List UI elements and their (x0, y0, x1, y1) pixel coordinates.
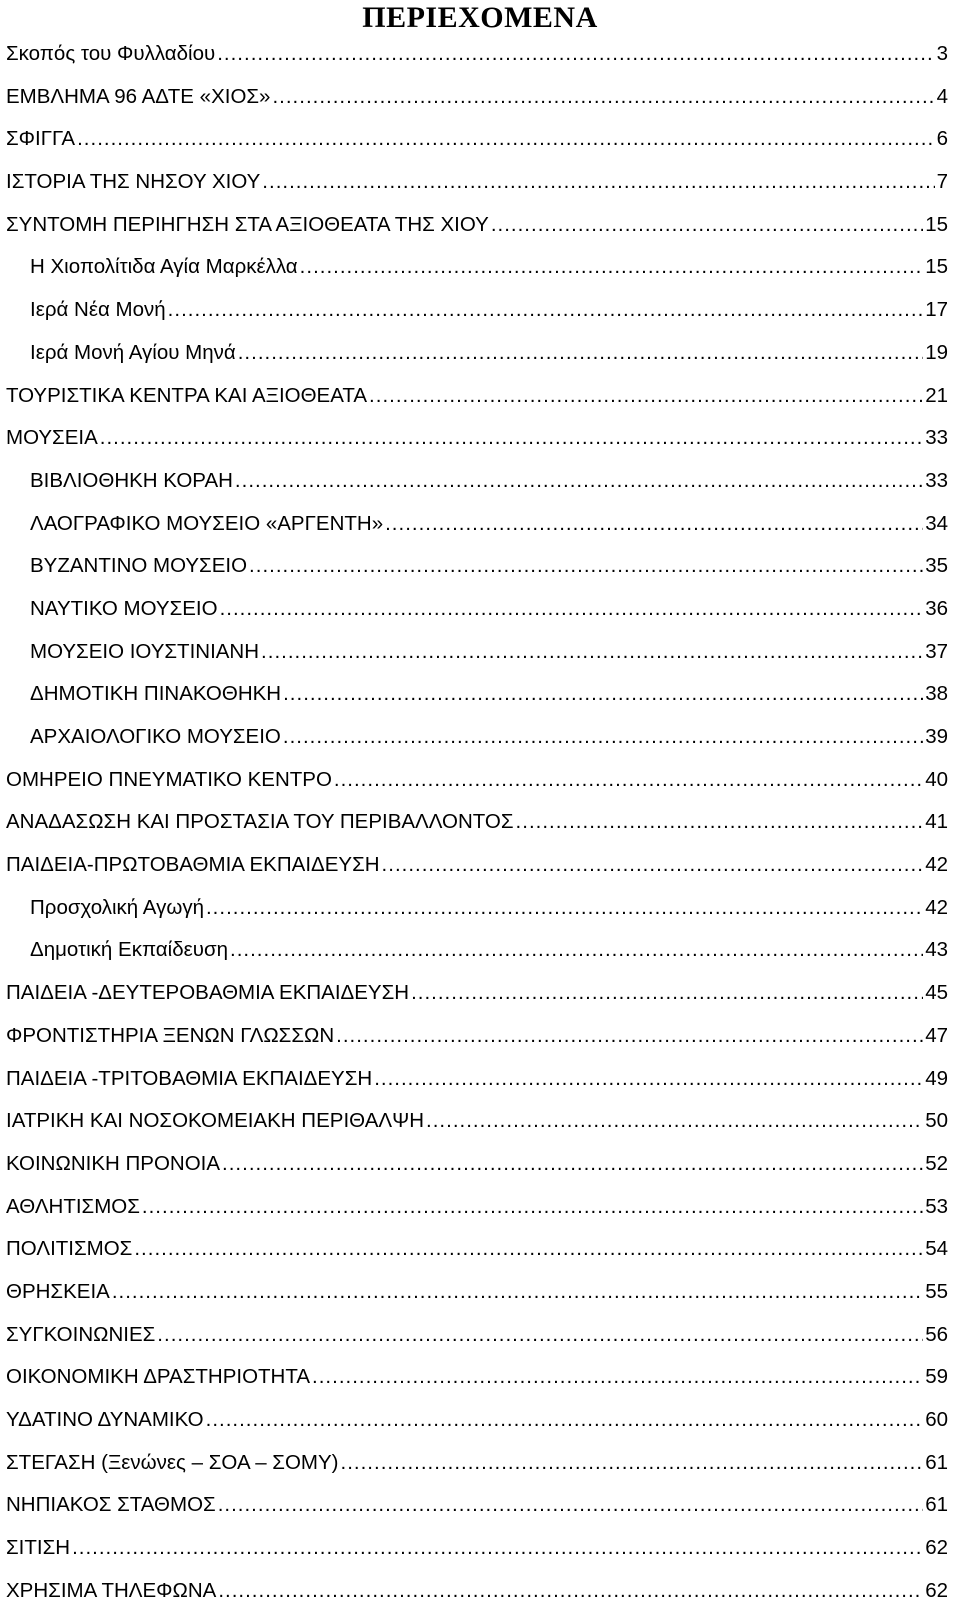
toc-entry-page-number: 41 (925, 810, 948, 834)
toc-entry-page-number: 53 (925, 1194, 948, 1218)
toc-dot-leader (261, 631, 923, 674)
toc-entry[interactable] (0, 1314, 948, 1357)
toc-dot-leader (206, 887, 923, 930)
toc-entry-page-number: 52 (925, 1151, 948, 1175)
toc-dot-leader (206, 1399, 924, 1442)
toc-entry-page-number: 47 (925, 1023, 948, 1047)
toc-dot-leader (411, 972, 923, 1015)
toc-entry-label: ΣΥΓΚΟΙΝΩΝΙΕΣ (6, 1322, 156, 1346)
toc-entry[interactable] (0, 76, 948, 119)
toc-entry[interactable] (0, 161, 948, 204)
toc-dot-leader (157, 1314, 923, 1357)
toc-entry[interactable] (0, 545, 948, 588)
toc-entry[interactable] (0, 631, 948, 674)
toc-dot-leader (72, 1527, 923, 1570)
toc-dot-leader (336, 1015, 923, 1058)
toc-dot-leader (142, 1186, 923, 1229)
toc-entry[interactable] (0, 759, 948, 802)
toc-entry-page-number: 38 (925, 682, 948, 706)
toc-entry-page-number: 56 (925, 1322, 948, 1346)
toc-dot-leader (283, 716, 923, 759)
page-title: ΠΕΡΙΕΧΟΜΕΝΑ (362, 1, 598, 34)
toc-entry-page-number: 37 (925, 639, 948, 663)
toc-entry[interactable] (0, 417, 948, 460)
toc-dot-leader (230, 929, 923, 972)
toc-entry-page-number: 35 (925, 554, 948, 578)
toc-dot-leader (134, 1228, 923, 1271)
toc-entry-label: ΔΗΜΟΤΙΚΗ ΠΙΝΑΚΟΘΗΚΗ (30, 682, 282, 706)
toc-entry-label: ΑΡΧΑΙΟΛΟΓΙΚΟ ΜΟΥΣΕΙΟ (30, 725, 281, 748)
toc-entry-label: ΣΤΕΓΑΣΗ (Ξενώνες – ΣΟΑ – ΣΟΜΥ) (6, 1450, 339, 1474)
toc-entry[interactable] (0, 460, 948, 503)
toc-entry[interactable] (0, 1143, 948, 1186)
toc-dot-leader (300, 246, 924, 289)
toc-dot-leader (217, 33, 934, 76)
toc-entry-page-number: 4 (936, 84, 948, 108)
toc-entry-page-number: 59 (925, 1365, 948, 1389)
toc-dot-leader (100, 417, 923, 460)
toc-entry-page-number: 54 (925, 1237, 948, 1261)
toc-entry-page-number: 39 (925, 725, 948, 748)
toc-entry-label: Ιερά Νέα Μονή (30, 298, 166, 322)
toc-entry-page-number: 62 (925, 1536, 948, 1560)
toc-entry-page-number: 3 (936, 42, 948, 65)
toc-entry-page-number: 45 (925, 981, 948, 1005)
toc-entry-page-number: 55 (925, 1279, 948, 1303)
toc-dot-leader (374, 1058, 923, 1101)
toc-entry-label: ΙΣΤΟΡΙΑ ΤΗΣ ΝΗΣΟΥ ΧΙΟΥ (6, 170, 261, 194)
toc-entry-label: ΥΔΑΤΙΝΟ ΔΥΝΑΜΙΚΟ (6, 1408, 204, 1431)
toc-entry-label: Προσχολική Αγωγή (30, 895, 204, 919)
toc-dot-leader (369, 375, 923, 418)
toc-entry[interactable] (0, 289, 948, 332)
toc-entry[interactable] (0, 1399, 948, 1442)
toc-dot-leader (249, 545, 923, 588)
toc-entry-label: Η Χιοπολίτιδα Αγία Μαρκέλλα (30, 255, 298, 279)
toc-entry-label: Δημοτική Εκπαίδευση (30, 938, 229, 962)
toc-entry-label: ΙΑΤΡΙΚΗ ΚΑΙ ΝΟΣΟΚΟΜΕΙΑΚΗ ΠΕΡΙΘΑΛΨΗ (6, 1109, 425, 1133)
toc-entry-label: ΧΡΗΣΙΜΑ ΤΗΛΕΦΩΝΑ (6, 1578, 217, 1602)
toc-entry-label: ΜΟΥΣΕΙΟ ΙΟΥΣΤΙΝΙΑΝΗ (30, 639, 260, 663)
toc-dot-leader (218, 1570, 923, 1612)
toc-entry[interactable] (0, 33, 948, 76)
toc-entry[interactable] (0, 375, 948, 418)
toc-entry[interactable] (0, 1570, 948, 1612)
toc-entry-page-number: 17 (925, 298, 948, 322)
toc-entry-label: ΠΟΛΙΤΙΣΜΟΣ (6, 1237, 133, 1261)
toc-entry[interactable] (0, 716, 948, 759)
toc-entry-page-number: 15 (925, 212, 948, 236)
toc-entry-label: ΕΜΒΛΗΜΑ 96 ΑΔΤΕ «ΧΙΟΣ» (6, 84, 271, 108)
toc-entry-label: Ιερά Μονή Αγίου Μηνά (30, 340, 236, 364)
toc-entry-label: ΟΙΚΟΝΟΜΙΚΗ ΔΡΑΣΤΗΡΙΟΤΗΤΑ (6, 1365, 311, 1389)
toc-dot-leader (341, 1442, 924, 1485)
toc-dot-leader (235, 460, 923, 503)
toc-entry-label: ΠΑΙΔΕΙΑ -ΔΕΥΤΕΡΟΒΑΘΜΙΑ ΕΚΠΑΙΔΕΥΣΗ (6, 981, 410, 1005)
toc-entry[interactable] (0, 204, 948, 247)
toc-entry[interactable] (0, 1186, 948, 1229)
toc-entry[interactable] (0, 1228, 948, 1271)
toc-entry-page-number: 42 (925, 895, 948, 919)
toc-entry-page-number: 61 (925, 1493, 948, 1517)
toc-entry[interactable] (0, 1442, 948, 1485)
toc-dot-leader (262, 161, 934, 204)
toc-entry-page-number: 40 (925, 767, 948, 791)
toc-entry-label: ΒΥΖΑΝΤΙΝΟ ΜΟΥΣΕΙΟ (30, 554, 248, 578)
toc-entry-page-number: 33 (925, 468, 948, 492)
toc-entry-label: ΠΑΙΔΕΙΑ-ΠΡΩΤΟΒΑΘΜΙΑ ΕΚΠΑΙΔΕΥΣΗ (6, 853, 380, 877)
toc-dot-leader (426, 1100, 923, 1143)
toc-dot-leader (272, 76, 934, 119)
toc-entry[interactable] (0, 887, 948, 930)
toc-entry-label: ΑΘΛΗΤΙΣΜΟΣ (6, 1194, 140, 1218)
toc-entry[interactable] (0, 332, 948, 375)
toc-entry-label: Σκοπός του Φυλλαδίου (6, 42, 216, 65)
toc-dot-leader (385, 503, 923, 546)
toc-entry[interactable] (0, 246, 948, 289)
toc-dot-leader (312, 1356, 923, 1399)
toc-dot-leader (112, 1271, 923, 1314)
toc-entry[interactable] (0, 1015, 948, 1058)
toc-entry-label: ΚΟΙΝΩΝΙΚΗ ΠΡΟΝΟΙΑ (6, 1151, 221, 1175)
toc-entry[interactable] (0, 972, 948, 1015)
toc-entry[interactable] (0, 118, 948, 161)
toc-dot-leader (334, 759, 923, 802)
toc-entry-page-number: 43 (925, 938, 948, 962)
toc-entry-label: ΜΟΥΣΕΙΑ (6, 426, 98, 450)
toc-entry[interactable] (0, 844, 948, 887)
toc-entry-page-number: 49 (925, 1066, 948, 1090)
toc-entry-label: ΠΑΙΔΕΙΑ -ΤΡΙΤΟΒΑΘΜΙΑ ΕΚΠΑΙΔΕΥΣΗ (6, 1066, 373, 1090)
toc-entry-label: ΝΗΠΙΑΚΟΣ ΣΤΑΘΜΟΣ (6, 1493, 216, 1517)
toc-entry-page-number: 62 (925, 1578, 948, 1602)
toc-entry-label: ΝΑΥΤΙΚΟ ΜΟΥΣΕΙΟ (30, 596, 218, 620)
table-of-contents (0, 33, 948, 1612)
toc-entry[interactable] (0, 1527, 948, 1570)
toc-dot-leader (77, 118, 934, 161)
toc-entry-page-number: 7 (936, 170, 948, 194)
toc-dot-leader (238, 332, 923, 375)
toc-entry-label: ΑΝΑΔΑΣΩΣΗ ΚΑΙ ΠΡΟΣΤΑΣΙΑ ΤΟΥ ΠΕΡΙΒΑΛΛΟΝΤΟΣ (6, 810, 514, 834)
toc-entry[interactable] (0, 503, 948, 546)
toc-entry[interactable] (0, 1271, 948, 1314)
toc-entry-page-number: 34 (925, 511, 948, 535)
toc-entry-label: ΦΡΟΝΤΙΣΤΗΡΙΑ ΞΕΝΩΝ ΓΛΩΣΣΩΝ (6, 1023, 335, 1047)
toc-dot-leader (220, 588, 924, 631)
toc-entry[interactable] (0, 1356, 948, 1399)
toc-entry-label: ΣΥΝΤΟΜΗ ΠΕΡΙΗΓΗΣΗ ΣΤΑ ΑΞΙΟΘΕΑΤΑ ΤΗΣ ΧΙΟΥ (6, 212, 489, 236)
toc-dot-leader (516, 801, 924, 844)
toc-entry-label: ΛΑΟΓΡΑΦΙΚΟ ΜΟΥΣΕΙΟ «ΑΡΓΕΝΤΗ» (30, 511, 384, 535)
toc-entry[interactable] (0, 1100, 948, 1143)
toc-dot-leader (218, 1484, 923, 1527)
toc-entry[interactable] (0, 1058, 948, 1101)
toc-entry-label: ΘΡΗΣΚΕΙΑ (6, 1279, 110, 1303)
toc-dot-leader (168, 289, 924, 332)
toc-entry-page-number: 33 (925, 426, 948, 450)
toc-entry-page-number: 60 (925, 1408, 948, 1431)
toc-entry-page-number: 21 (925, 383, 948, 407)
toc-entry-label: ΒΙΒΛΙΟΘΗΚΗ ΚΟΡΑΗ (30, 468, 233, 492)
toc-entry-page-number: 6 (936, 127, 948, 151)
toc-dot-leader (222, 1143, 923, 1186)
toc-entry-label: ΣΦΙΓΓΑ (6, 127, 76, 151)
toc-entry-page-number: 19 (925, 340, 948, 364)
toc-entry[interactable] (0, 673, 948, 716)
toc-entry-page-number: 15 (925, 255, 948, 279)
toc-dot-leader (491, 204, 923, 247)
toc-entry-page-number: 61 (925, 1450, 948, 1474)
toc-entry[interactable] (0, 1484, 948, 1527)
toc-dot-leader (382, 844, 924, 887)
toc-entry-page-number: 36 (925, 596, 948, 620)
toc-entry[interactable] (0, 801, 948, 844)
toc-entry[interactable] (0, 929, 948, 972)
toc-entry[interactable] (0, 588, 948, 631)
toc-entry-page-number: 42 (925, 853, 948, 877)
toc-entry-label: ΤΟΥΡΙΣΤΙΚΑ ΚΕΝΤΡΑ ΚΑΙ ΑΞΙΟΘΕΑΤΑ (6, 383, 368, 407)
toc-entry-page-number: 50 (925, 1109, 948, 1133)
toc-dot-leader (283, 673, 923, 716)
toc-entry-label: ΣΙΤΙΣΗ (6, 1536, 71, 1560)
toc-entry-label: ΟΜΗΡΕΙΟ ΠΝΕΥΜΑΤΙΚΟ ΚΕΝΤΡΟ (6, 767, 332, 791)
